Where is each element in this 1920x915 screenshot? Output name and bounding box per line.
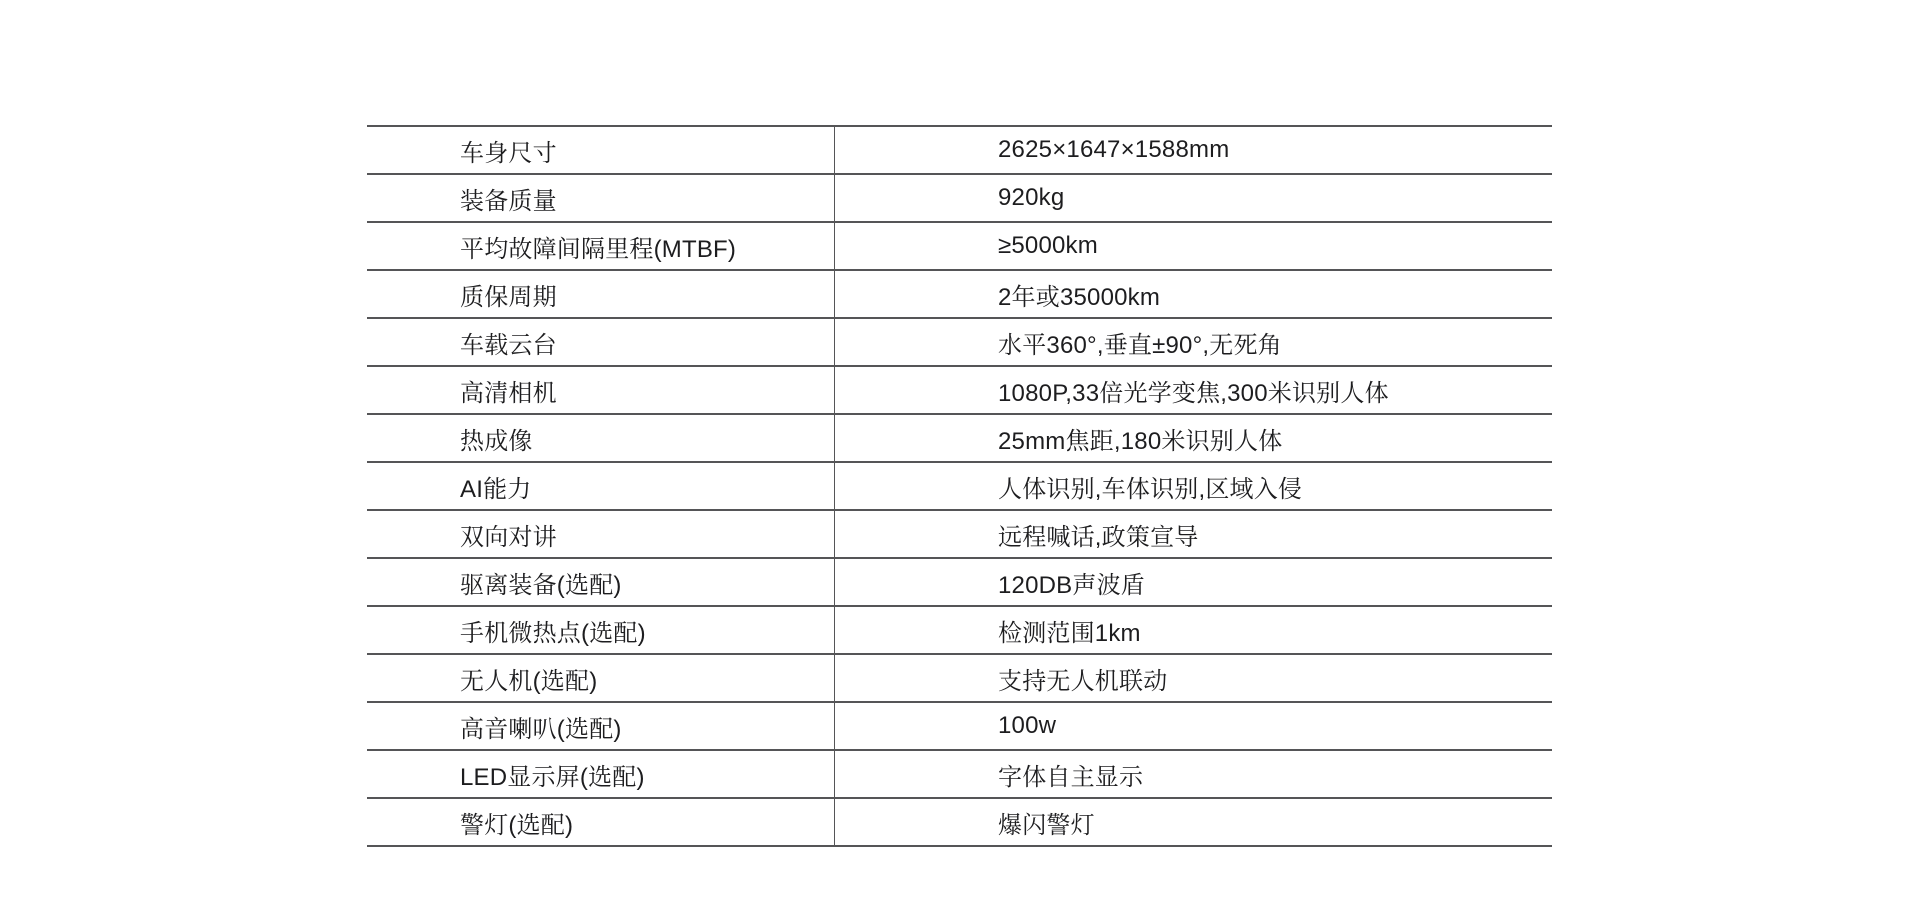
spec-value: 2625×1647×1588mm	[998, 136, 1230, 163]
spec-value: 1080P,33倍光学变焦,300米识别人体	[998, 379, 1389, 407]
table-row	[367, 317, 1552, 365]
spec-label: 装备质量	[460, 187, 557, 215]
table-row	[367, 509, 1552, 557]
table-row	[367, 653, 1552, 701]
spec-label: 无人机(选配)	[460, 667, 598, 695]
spec-label: 高音喇叭(选配)	[460, 715, 622, 743]
spec-label: 双向对讲	[460, 523, 557, 551]
table-row	[367, 701, 1552, 749]
table-row	[367, 461, 1552, 509]
spec-label: 热成像	[460, 427, 533, 455]
spec-value: 100w	[998, 712, 1057, 739]
spec-value: ≥5000km	[998, 232, 1098, 259]
table-row	[367, 125, 1552, 173]
spec-value: 远程喊话,政策宣导	[998, 523, 1199, 551]
table-row	[367, 605, 1552, 653]
spec-label: 车载云台	[460, 331, 557, 359]
table-row	[367, 797, 1552, 845]
spec-value: 920kg	[998, 184, 1065, 211]
spec-table	[367, 125, 1552, 847]
spec-value: 人体识别,车体识别,区域入侵	[998, 475, 1303, 503]
spec-value: 25mm焦距,180米识别人体	[998, 427, 1283, 455]
spec-label: 警灯(选配)	[460, 811, 574, 839]
spec-value: 字体自主显示	[998, 763, 1144, 791]
spec-label: 质保周期	[460, 283, 557, 311]
spec-label: 高清相机	[460, 379, 557, 407]
spec-value: 爆闪警灯	[998, 811, 1095, 839]
table-row	[367, 413, 1552, 461]
column-divider	[834, 125, 835, 845]
spec-label: 驱离装备(选配)	[460, 571, 622, 599]
table-row	[367, 269, 1552, 317]
spec-label: 手机微热点(选配)	[460, 619, 646, 647]
spec-value: 2年或35000km	[998, 283, 1161, 311]
spec-value: 水平360°,垂直±90°,无死角	[998, 331, 1282, 359]
table-row	[367, 749, 1552, 797]
spec-label: 平均故障间隔里程(MTBF)	[460, 235, 737, 263]
spec-label: AI能力	[460, 475, 532, 503]
table-row	[367, 557, 1552, 605]
table-row	[367, 221, 1552, 269]
table-row	[367, 173, 1552, 221]
spec-value: 检测范围1km	[998, 619, 1141, 647]
spec-label: LED显示屏(选配)	[460, 763, 645, 791]
spec-label: 车身尺寸	[460, 139, 557, 167]
spec-value: 支持无人机联动	[998, 667, 1168, 695]
spec-value: 120DB声波盾	[998, 571, 1145, 599]
table-row	[367, 365, 1552, 413]
